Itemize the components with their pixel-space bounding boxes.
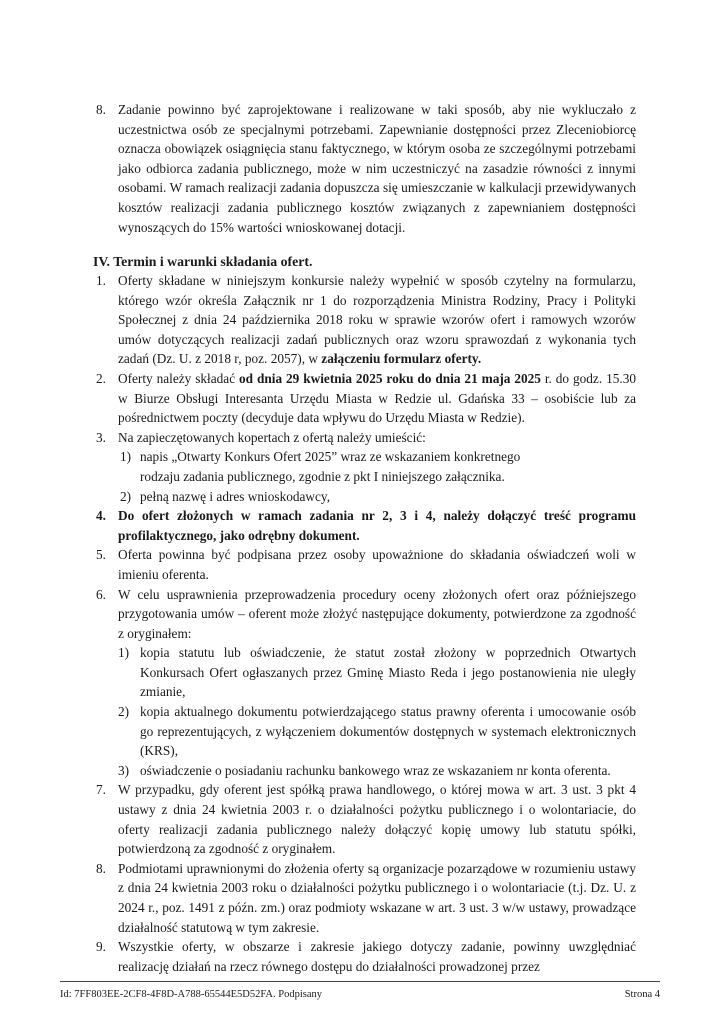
sub-list-item — [122, 447, 522, 486]
list-number: 8. — [96, 860, 106, 876]
list-item — [96, 859, 636, 937]
sub-list-number: 1) — [118, 645, 130, 661]
sub-list-text: pełną nazwę i adres wnioskodawcy, — [140, 488, 331, 504]
list-item-text: W celu usprawnienia przeprowadzenia procedury oceny złożonych ofert oraz późniejszego przygotowania umów – oferent może złożyć następujące dokumenty, potwierdzone za zgodność z oryginałem: — [118, 586, 636, 641]
document-id: Id: 7FF803EE-2CF8-4F8D-A788-65544E5D52FA. Podpisany — [60, 989, 323, 1000]
list-item — [96, 506, 636, 545]
list-item-text: r. do godz. 15.30 w Biurze Obsługi Interesanta Urzędu Miasta w Redzie ul. Gdańska 33 – osobiście lub za pośrednictwem poczty (decyduje data wpływu do Urzędu Miasta w Redzie). — [118, 370, 636, 426]
sub-list-number: 3) — [118, 762, 130, 778]
sub-list-item — [118, 702, 636, 761]
list-item-text: Oferty należy składać — [118, 370, 240, 386]
sub-list-number: 2) — [120, 488, 132, 504]
footer-divider — [60, 981, 660, 982]
list-number: 6. — [96, 586, 106, 602]
list-item-text: Zadanie powinno być zaprojektowane i realizowane w taki sposób, aby nie wykluczało z uczestnictwa osób ze specjalnymi potrzebami. Zapewnianie dostępności przez Zleceniobiorcę oznacza obowiązek osiągnięcia stanu faktycznego, w którym osoba ze szczególnymi potrzebami jako odbiorca zadania publicznego, może w nim uczestniczyć na zasadzie równości z innymi osobami. W ramach realizacji zadania dopuszcza się umieszczanie w kalkulacji przewidywanych kosztów realizacji zadania publicznego kosztów związanych z zapewnianiem dostępności wynoszących do 15% wartości wnioskowanej dotacji. — [118, 102, 636, 235]
list-item-text: Wszystkie oferty, w obszarze i zakresie jakiego dotyczy zadanie, powinny uwzględniać realizację działań na rzecz równego dostępu do działalności prowadzonej przez — [118, 939, 636, 974]
list-item-8-previous-section — [96, 100, 636, 237]
list-number: 1. — [96, 273, 106, 288]
list-item-text: Na zapieczętowanych kopertach z ofertą należy umieścić: — [118, 429, 426, 445]
sub-list-item — [118, 643, 636, 702]
list-number: 4. — [96, 508, 106, 524]
list-number: 7. — [96, 782, 106, 798]
list-item-text: Oferta powinna być podpisana przez osoby upoważnione do składania oświadczeń woli w imieniu oferenta. — [118, 547, 636, 582]
list-item — [96, 428, 636, 506]
sub-list-number: 1) — [120, 449, 132, 465]
list-item-text: W przypadku, gdy oferent jest spółką prawa handlowego, o której mowa w art. 3 ust. 3 pkt 4 ustawy z dnia 24 kwietnia 2003 r. o działalności pożytku publicznego i o wolontariacie, do oferty realizacji zadania publicznego należy dołączyć kopię umowy lub statutu spółki, potwierdzoną za zgodność z oryginałem. — [118, 782, 636, 857]
list-item — [96, 937, 636, 976]
section-heading: IV. Termin i warunki składania ofert. — [93, 254, 313, 269]
list-item-text: Podmiotami uprawnionymi do złożenia oferty są organizacje pozarządowe w rozumieniu ustawy z dnia 24 kwietnia 2003 roku o działalności pożytku publicznego i o wolontariacie (t.j. Dz. U. z 2024 r., poz. 1491 z późn. zm.) oraz podmioty wskazane w art. 3 ust. 3 w/w ustawy, prowadzące działalność statutową w tym zakresie. — [118, 860, 636, 935]
list-item — [96, 545, 636, 584]
page-number: Strona 4 — [624, 989, 660, 1000]
list-item — [96, 271, 636, 369]
sub-list-item — [118, 761, 636, 781]
sub-list-text: kopia aktualnego dokumentu potwierdzającego status prawny oferenta i umocowanie osób go reprezentujących, z wyłączeniem dokumentów dostępnych w systemach elektronicznych (KRS), — [140, 704, 636, 759]
deadline-bold-text: od dnia 29 kwietnia 2025 roku do dnia 21 maja 2025 — [239, 370, 541, 386]
list-item-text: Oferty składane w niniejszym konkursie należy wypełnić w sposób czytelny na formularzu, którego wzór określa Załącznik nr 1 do rozporządzenia Ministra Rodziny, Pracy i Polityki Społecznej z dnia 24 października 2018 roku w sprawie wzorów ofert i ramowych wzorów umów dotyczących realizacji zadań publicznych oraz wzoru sprawozdań z wykonania tych zadań (Dz. U. z 2018 r, poz. 2057), w — [118, 273, 636, 367]
list-item-bold-text: Do ofert złożonych w ramach zadania nr 2, 3 i 4, należy dołączyć treść programu profilaktycznego, jako odrębny dokument. — [118, 508, 636, 543]
list-number: 5. — [96, 547, 106, 563]
list-number: 2. — [96, 370, 106, 386]
sub-list-number: 2) — [118, 704, 130, 720]
section-iv-list — [96, 271, 636, 976]
list-item-bold-text: załączeniu formularz oferty. — [321, 351, 482, 367]
list-item — [96, 780, 636, 858]
list-item — [96, 369, 636, 428]
list-number: 9. — [96, 939, 106, 955]
list-number: 8. — [96, 102, 106, 117]
sub-list-item — [122, 487, 636, 507]
sub-list-text: napis „Otwarty Konkurs Ofert 2025” wraz ze wskazaniem konkretnego rodzaju zadania publicznego, zgodnie z pkt I niniejszego załącznika. — [140, 449, 521, 484]
sub-list-text: oświadczenie o posiadaniu rachunku bankowego wraz ze wskazaniem nr konta oferenta. — [140, 762, 611, 778]
list-number: 3. — [96, 429, 106, 445]
list-item — [96, 585, 636, 781]
sub-list-text: kopia statutu lub oświadczenie, że statut został złożony w poprzednich Otwartych Konkursach Ofert ogłaszanych przez Gminę Miasto Reda i jego postanowienia nie uległy zmianie, — [140, 645, 636, 700]
